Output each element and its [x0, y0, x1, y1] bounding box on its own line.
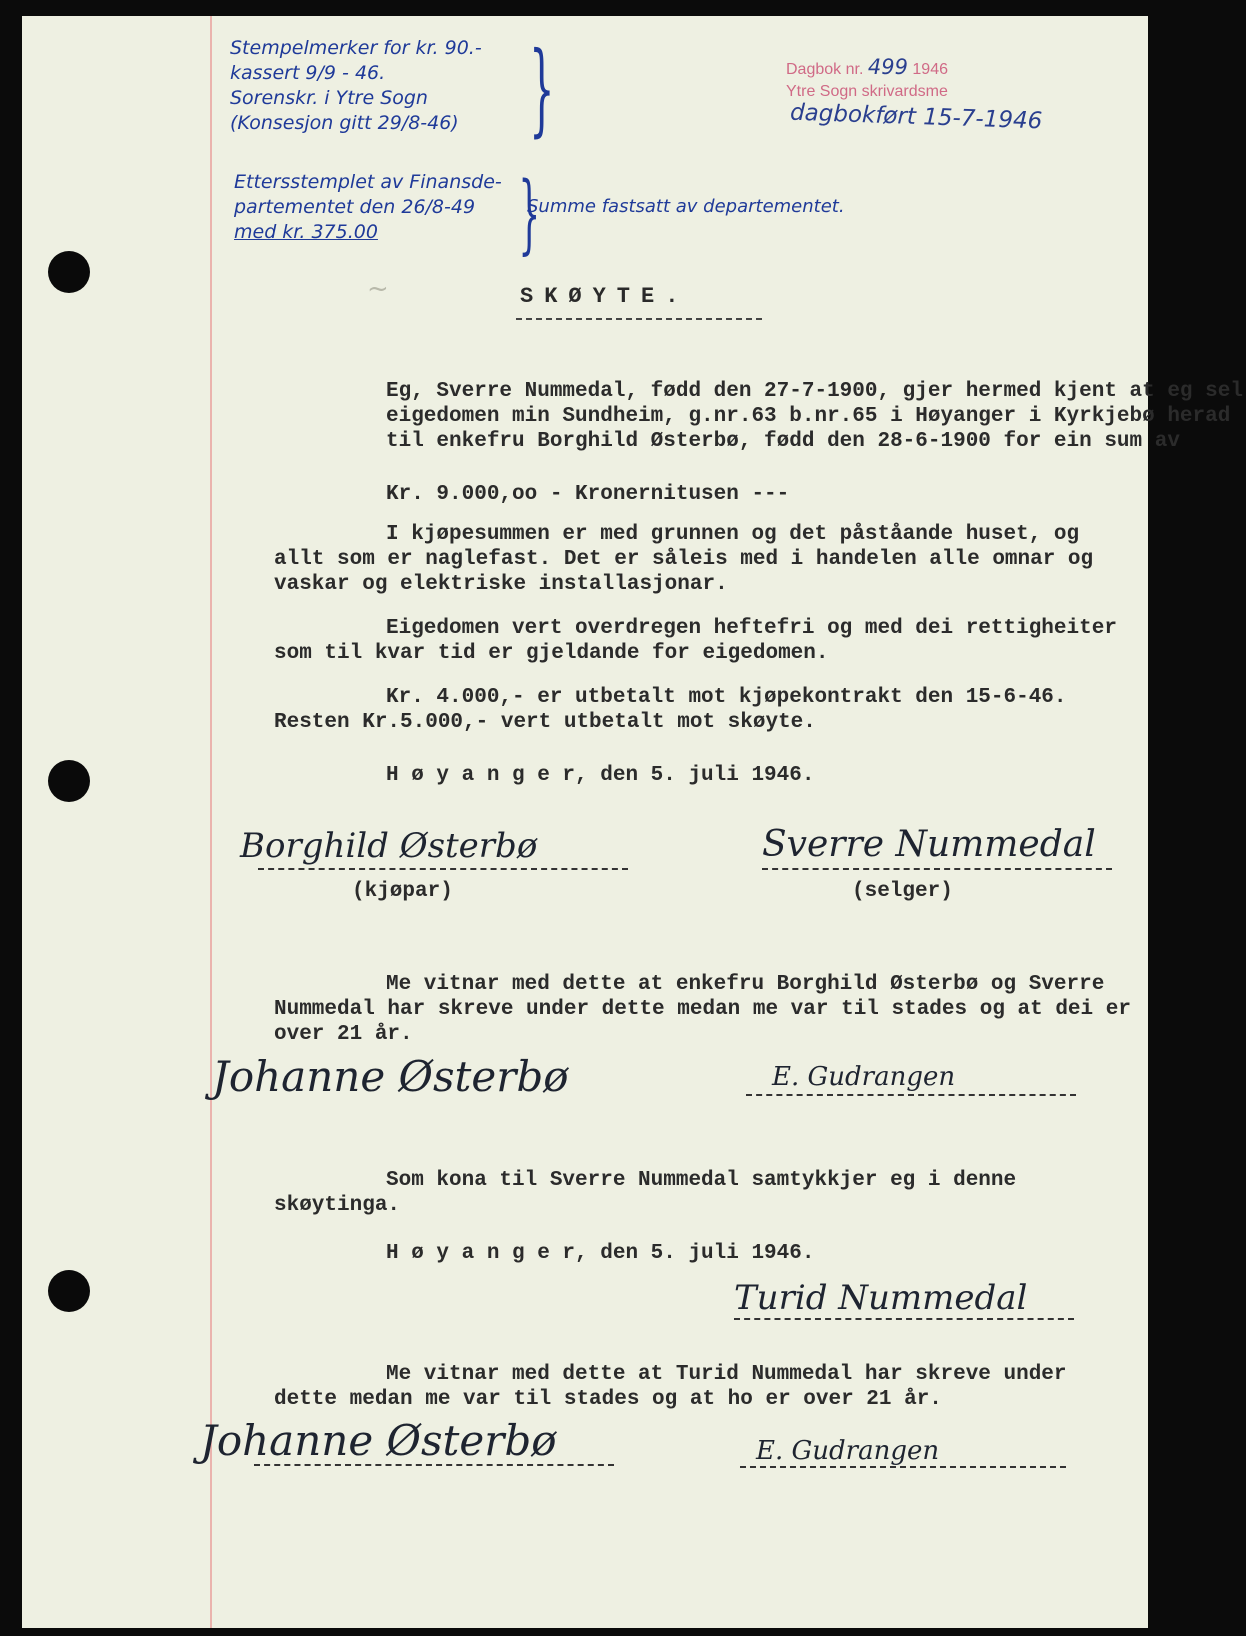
witness-signature-right: E. Gudrangen	[756, 1436, 940, 1466]
paragraph-text: Kr. 4.000,- er utbetalt mot kjøpekontrakt den 15-6-46. Resten Kr.5.000,- vert utbetalt mot skøyte.	[274, 686, 1067, 734]
paragraph-text: I kjøpesummen er med grunnen og det påståande huset, og allt som er naglefast. Det er såleis med i handelen alle omnar og vaskar og elektriske installasjonar.	[274, 523, 1094, 596]
title-underline	[516, 318, 762, 320]
paragraph-2	[274, 522, 1134, 597]
witness-signature-left: Johanne Østerbø	[212, 1052, 569, 1101]
margin-note-line: Stempelmerker for kr. 90.-	[230, 37, 482, 59]
signature-line	[254, 1464, 614, 1466]
signature-line	[734, 1318, 1074, 1320]
wife-signature: Turid Nummedal	[734, 1278, 1028, 1318]
stamp-number: 499	[867, 55, 908, 79]
stamp-year: 1946	[912, 61, 948, 78]
margin-note-line: Sorenskr. i Ytre Sogn	[230, 87, 428, 109]
margin-note-line: Ettersstemplet av Finansde-	[234, 171, 502, 193]
document-page	[22, 16, 1243, 1628]
brace-mark: }	[529, 30, 555, 147]
amount-text: Kr. 9.000,oo - Kronernitusen ---	[386, 483, 790, 506]
seller-signature: Sverre Nummedal	[762, 824, 1096, 865]
stamp-office: Ytre Sogn skrivardsme	[786, 83, 948, 100]
paragraph-text: Eg, Sverre Nummedal, fødd den 27-7-1900, gjer hermed kjent at eg sel eigedomen min Sundheim, g.nr.63 b.nr.65 i Høyanger i Kyrkjebø herad til enkefru Borghild Østerbø, fødd den 28-6-1900 for ein sum av	[386, 380, 1243, 453]
faint-mark: ~	[367, 274, 389, 304]
paragraph-text: Me vitnar med dette at Turid Nummedal har skreve under dette medan me var til stades og at ho er over 21 år.	[274, 1363, 1067, 1411]
buyer-role: (kjøpar)	[352, 880, 453, 903]
document-title: SKØYTE.	[520, 284, 690, 309]
margin-rule	[210, 16, 212, 1628]
signature-line	[740, 1466, 1066, 1468]
margin-note-line: med kr. 375.00	[234, 221, 378, 243]
place-date: H ø y a n g e r, den 5. juli 1946.	[386, 764, 815, 787]
margin-note-line: kassert 9/9 - 46.	[230, 62, 386, 84]
punch-hole	[48, 251, 90, 293]
paragraph-3	[274, 616, 1134, 666]
witness-signature-right: E. Gudrangen	[772, 1062, 956, 1092]
witness-paragraph-1	[274, 972, 1134, 1047]
paragraph-text: Som kona til Sverre Nummedal samtykkjer eg i denne skøytinga.	[274, 1169, 1017, 1217]
amount-line	[274, 482, 1246, 507]
registry-stamp	[786, 56, 948, 103]
place-date: H ø y a n g e r, den 5. juli 1946.	[386, 1242, 815, 1265]
paragraph-1	[274, 379, 1246, 454]
punch-hole	[48, 1270, 90, 1312]
stamp-prefix: Dagbok nr.	[786, 61, 864, 78]
seller-role: (selger)	[852, 880, 953, 903]
margin-note-1	[230, 36, 482, 136]
paragraph-4	[274, 685, 1134, 735]
witness-paragraph-2	[274, 1362, 1134, 1412]
signature-line	[746, 1094, 1076, 1096]
registered-date: dagbokført 15-7-1946	[789, 99, 1043, 135]
buyer-signature: Borghild Østerbø	[240, 826, 538, 866]
brace-mark: }	[518, 164, 541, 264]
margin-note-2	[234, 170, 502, 245]
paragraph-text: Me vitnar med dette at enkefru Borghild Østerbø og Sverre Nummedal har skreve under dette medan me var til stades og at dei er over 21 år.	[274, 973, 1131, 1046]
margin-note-side: Summe fastsatt av departementet.	[527, 196, 845, 217]
margin-note-line: (Konsesjon gitt 29/8-46)	[230, 112, 459, 134]
punch-hole	[48, 760, 90, 802]
consent-paragraph	[274, 1168, 1134, 1218]
witness-signature-left: Johanne Østerbø	[200, 1416, 557, 1465]
margin-note-line: partementet den 26/8-49	[234, 196, 476, 218]
signature-line	[258, 868, 628, 870]
signature-line	[762, 868, 1112, 870]
paragraph-text: Eigedomen vert overdregen heftefri og med dei rettigheiter som til kvar tid er gjeldande for eigedomen.	[274, 617, 1117, 665]
